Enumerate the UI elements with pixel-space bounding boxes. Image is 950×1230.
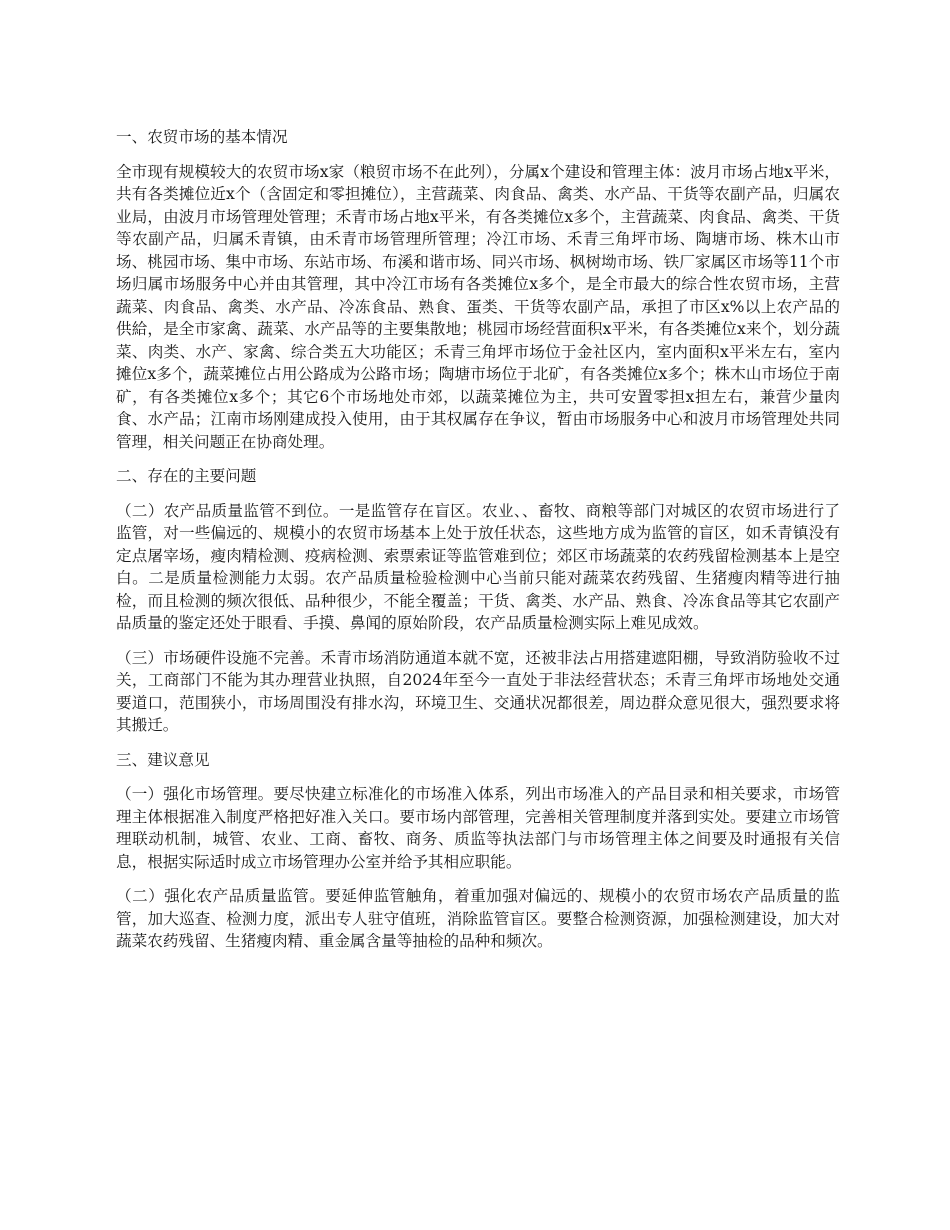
section-2-paragraph-1: （二）农产品质量监管不到位。一是监管存在盲区。农业、、畜牧、商粮等部门对城区的农贸市场进行了监管，对一些偏远的、规模小的农贸市场基本上处于放任状态，这些地方成为监管的盲区，如禾青镇没有定点屠宰场，瘦肉精检测、疫病检测、索票索证等监管难到位；郊区市场蔬菜的农药残留检测基本上是空白。二是质量检测能力太弱。农产品质量检验检测中心当前只能对蔬菜农药残留、生猪瘦肉精等进行抽检，而且检测的频次很低、品种很少，不能全覆盖；干货、禽类、水产品、熟食、冷冻食品等其它农副产品质量的鉴定还处于眼看、手摸、鼻闻的原始阶段，农产品质量检测实际上难见成效。 — [116, 501, 840, 632]
section-2-paragraph-2: （三）市场硬件设施不完善。禾青市场消防通道本就不宽，还被非法占用搭建遮阳棚，导致消防验收不过关，工商部门不能为其办理营业执照，自2024年至今一直处于非法经营状态；禾青三角坪市场地处交通要道口，范围狭小，市场周围没有排水沟，环境卫生、交通状况都很差，周边群众意见很大，强烈要求将其搬迁。 — [116, 648, 840, 734]
section-3-heading: 三、建议意见 — [116, 750, 210, 769]
document-page — [116, 118, 840, 965]
section-1-paragraph-1: 全市现有规模较大的农贸市场x家（粮贸市场不在此列），分属x个建设和管理主体：波月市场占地x平米，共有各类摊位近x个（含固定和零担摊位），主营蔬菜、肉食品、禽类、水产品、干货等农副产品，归属农业局，由波月市场管理处管理；禾青市场占地x平米，有各类摊位x多个，主营蔬菜、肉食品、禽类、干货等农副产品，归属禾青镇，由禾青市场管理所管理；冷江市场、禾青三角坪市场、陶塘市场、株木山市场、桃园市场、集中市场、东站市场、布溪和谐市场、同兴市场、枫树坳市场、铁厂家属区市场等11个市场归属市场服务中心并由其管理，其中冷江市场有各类摊位x多个，是全市最大的综合性农贸市场，主营蔬菜、肉食品、禽类、水产品、冷冻食品、熟食、蛋类、干货等农副产品，承担了市区x%以上农产品的供給，是全市家禽、蔬菜、水产品等的主要集散地；桃园市场经营面积x平米，有各类摊位x来个，划分蔬菜、肉类、水产、家禽、综合类五大功能区；禾青三角坪市场位于金社区内，室内面积x平米左右，室内摊位x多个，蔬菜摊位占用公路成为公路市场；陶塘市场位于北矿，有各类摊位x多个；株木山市场位于南矿，有各类摊位x多个；其它6个市场地处市郊，以蔬菜摊位为主，共可安置零担x担左右，兼营少量肉食、水产品；江南市场刚建成投入使用，由于其权属存在争议，暂由市场服务中心和波月市场管理处共同管理，相关问题正在协商处理。 — [116, 162, 840, 451]
section-3-paragraph-2: （二）强化农产品质量监管。要延伸监管触角，着重加强对偏远的、规模小的农贸市场农产品质量的监管，加大巡查、检测力度，派出专人驻守值班，消除监管盲区。要整合检测资源，加强检测建设，加大对蔬菜农药残留、生猪瘦肉精、重金属含量等抽检的品种和频次。 — [116, 887, 840, 950]
section-3-paragraph-1: （一）强化市场管理。要尽快建立标准化的市场准入体系，列出市场准入的产品目录和相关要求，市场管理主体根据准入制度严格把好准入关口。要市场内部管理，完善相关管理制度并落到实处。要建立市场管理联动机制，城管、农业、工商、畜牧、商务、质监等执法部门与市场管理主体之间要及时通报有关信息，根据实际适时成立市场管理办公室并给予其相应职能。 — [116, 785, 840, 871]
section-1-heading: 一、农贸市场的基本情况 — [116, 128, 288, 146]
section-2-heading: 二、存在的主要问题 — [116, 467, 257, 485]
